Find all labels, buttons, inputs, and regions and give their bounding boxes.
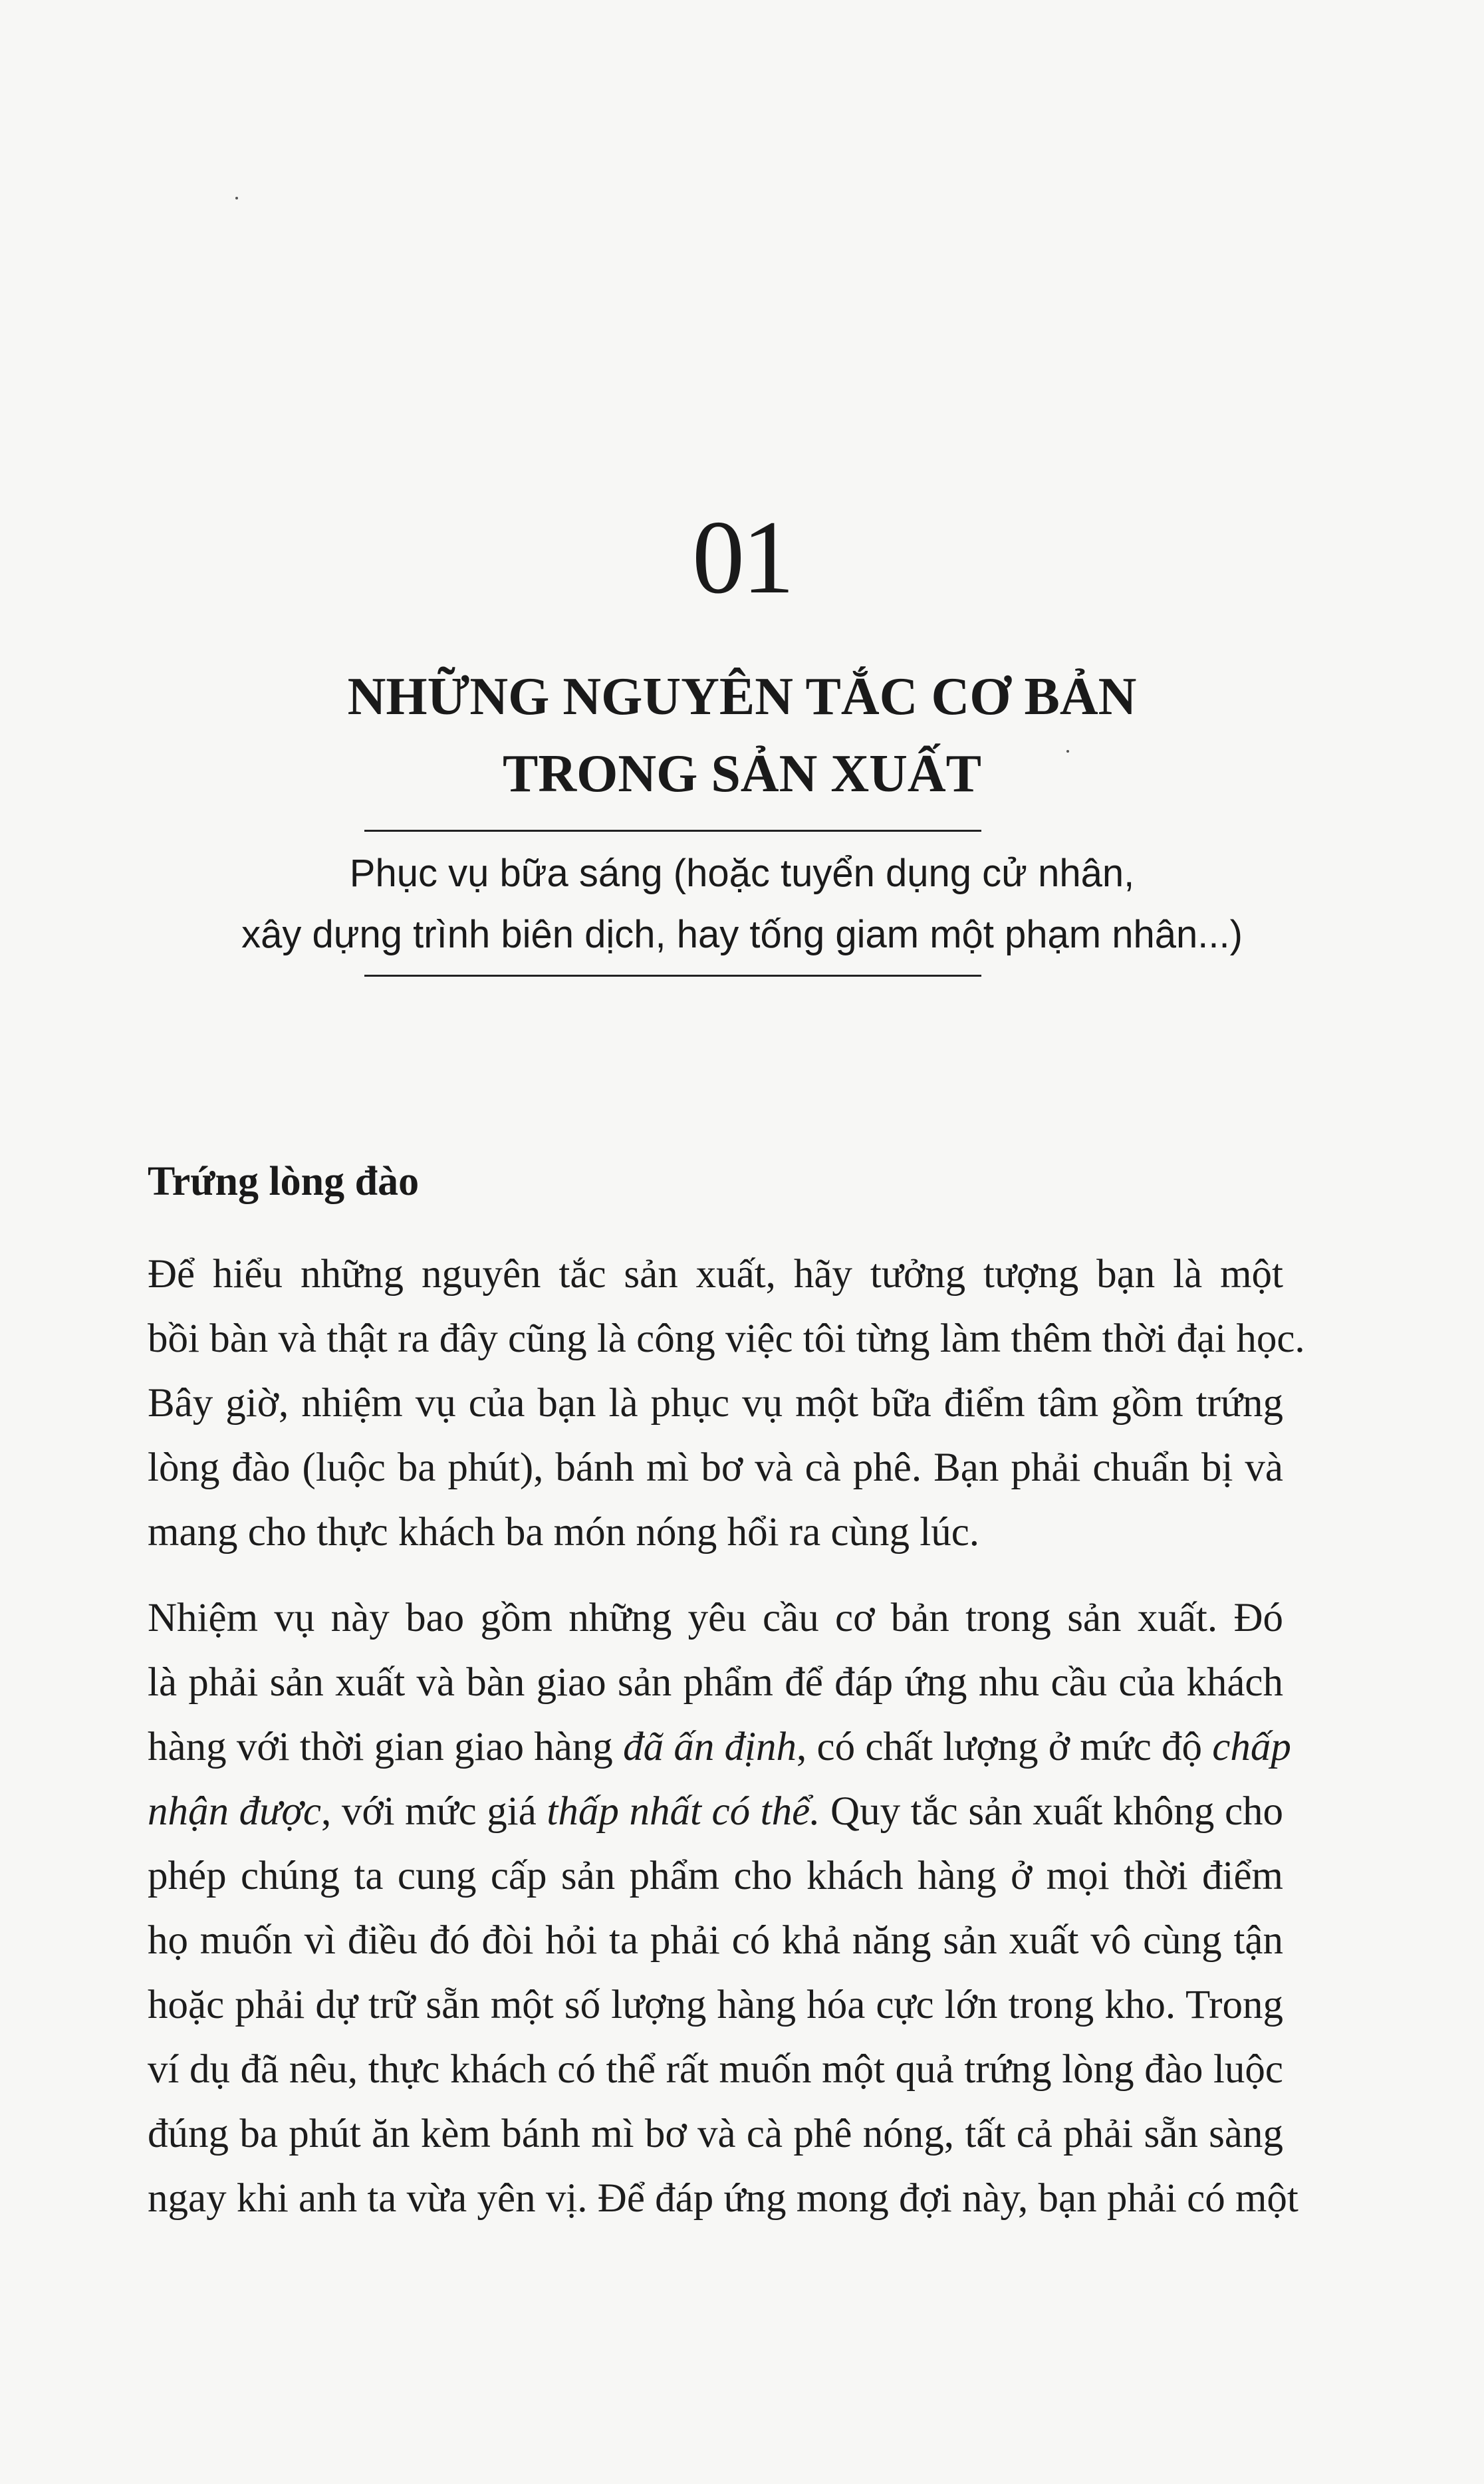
paragraph-1-line — [148, 1242, 1283, 1306]
text-run: hàng với thời gian giao hàng — [148, 1725, 624, 1769]
paragraph-1 — [148, 1242, 1305, 1564]
paragraph-1-line: lòng đào (luộc ba phút), bánh mì bơ và cà phê. Bạn phải chuẩn bị và — [148, 1445, 1283, 1490]
paragraph-1-line-text: Để hiểu những nguyên tắc sản xuất, hãy tưởng tượng bạn là một — [148, 1252, 1283, 1297]
paragraph-2-line: hoặc phải dự trữ sẵn một số lượng hàng hóa cực lớn trong kho. Trong — [148, 1983, 1283, 2027]
text-run: , có chất lượng ở mức độ — [797, 1725, 1213, 1769]
paragraph-2-line: là phải sản xuất và bàn giao sản phẩm để đáp ứng nhu cầu của khách — [148, 1660, 1283, 1705]
paragraph-2-line: phép chúng ta cung cấp sản phẩm cho khách hàng ở mọi thời điểm — [148, 1854, 1283, 1898]
subtitle-bottom-rule — [364, 975, 981, 977]
text-run: , với mức giá — [321, 1789, 547, 1834]
paragraph-1-line: mang cho thực khách ba món nóng hổi ra cùng lúc. — [148, 1510, 980, 1554]
paragraph-2-line: ví dụ đã nêu, thực khách có thể rất muốn một quả trứng lòng đào luộc — [148, 2047, 1283, 2092]
emphasis-run: đã ấn định — [623, 1725, 797, 1769]
paper-speck — [235, 197, 238, 199]
paragraph-2-line — [148, 1779, 1283, 1844]
paragraph-2-line: Nhiệm vụ này bao gồm những yêu cầu cơ bản trong sản xuất. Đó — [148, 1596, 1283, 1640]
chapter-title-line-2: TRONG SẢN XUẤT — [502, 745, 982, 803]
paragraph-2-line: ngay khi anh ta vừa yên vị. Để đáp ứng mong đợi này, bạn phải có một — [148, 2176, 1298, 2221]
paragraph-1-line: bồi bàn và thật ra đây cũng là công việc tôi từng làm thêm thời đại học. — [148, 1316, 1305, 1361]
section-heading: Trứng lòng đào — [148, 1159, 420, 1204]
chapter-title — [0, 658, 1484, 812]
text-run: Quy tắc sản xuất không cho — [820, 1789, 1284, 1834]
chapter-number: 01 — [692, 499, 792, 616]
chapter-subtitle-line-1: Phục vụ bữa sáng (hoặc tuyển dụng cử nhân, — [349, 852, 1135, 895]
paragraph-2-line: đúng ba phút ăn kèm bánh mì bơ và cà phê nóng, tất cả phải sẵn sàng — [148, 2112, 1283, 2156]
emphasis-run: thấp nhất có thể. — [547, 1789, 820, 1834]
paragraph-1-line: Bây giờ, nhiệm vụ của bạn là phục vụ một bữa điểm tâm gồm trứng — [148, 1381, 1283, 1426]
chapter-subtitle-line-2: xây dựng trình biên dịch, hay tống giam một phạm nhân...) — [241, 913, 1243, 956]
chapter-title-line-1: NHỮNG NGUYÊN TẮC CƠ BẢN — [347, 668, 1137, 726]
paragraph-2 — [148, 1586, 1298, 2231]
paragraph-2-line: họ muốn vì điều đó đòi hỏi ta phải có khả năng sản xuất vô cùng tận — [148, 1918, 1283, 1963]
subtitle-top-rule — [364, 830, 981, 832]
emphasis-run: nhận được — [148, 1789, 321, 1834]
paragraph-2-line — [148, 1715, 1291, 1779]
emphasis-run: chấp — [1212, 1725, 1291, 1769]
chapter-subtitle — [0, 843, 1484, 965]
